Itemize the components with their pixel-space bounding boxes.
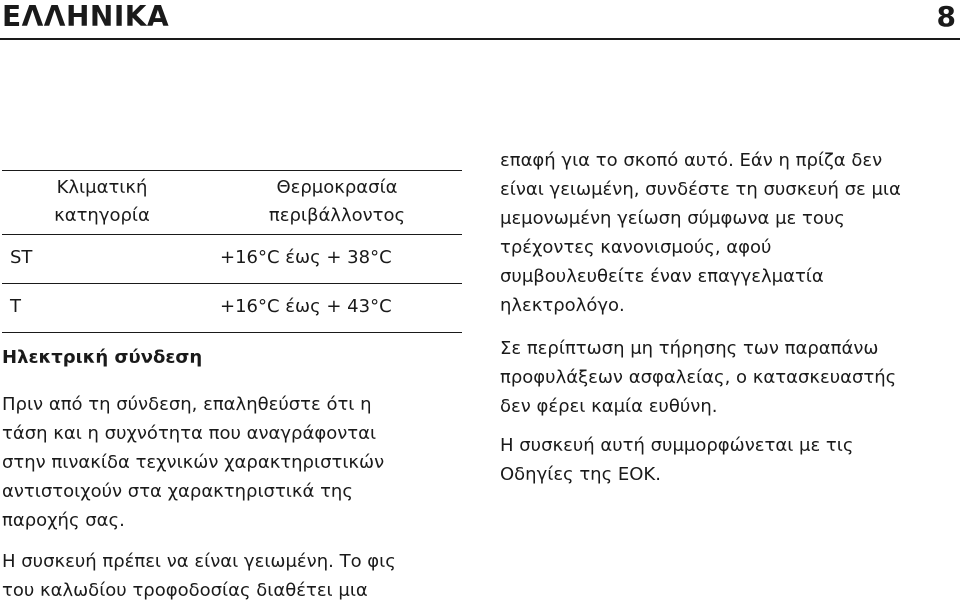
table-row bbox=[2, 235, 462, 284]
table-cell-class: ST bbox=[10, 247, 33, 268]
table-row bbox=[2, 284, 462, 333]
table-cell-class: T bbox=[10, 296, 21, 317]
page-number: 8 bbox=[936, 0, 956, 33]
language-title: ΕΛΛΗΝΙΚΑ bbox=[2, 0, 170, 33]
climate-class-table bbox=[2, 170, 462, 333]
header-rule bbox=[0, 38, 960, 40]
paragraph-eec-compliance: Η συσκευή αυτή συμμορφώνεται με τις Οδηγίες της ΕΟΚ. bbox=[500, 435, 854, 485]
paragraph-liability: Σε περίπτωση μη τήρησης των παραπάνω προφυλάξεων ασφαλείας, ο κατασκευαστής δεν φέρει καμία ευθύνη. bbox=[500, 338, 897, 417]
table-header-climate-class: Κλιματική κατηγορία bbox=[54, 177, 150, 226]
table-cell-range: +16°C έως + 43°C bbox=[220, 296, 392, 317]
table-header-row bbox=[2, 171, 462, 235]
section-heading-electrical-connection: Ηλεκτρική σύνδεση bbox=[2, 347, 203, 368]
page-header bbox=[0, 0, 960, 36]
paragraph-grounding-continued: επαφή για το σκοπό αυτό. Εάν η πρίζα δεν είναι γειωμένη, συνδέστε τη συσκευή σε μια μεμονωμένη γείωση σύμφωνα με τους τρέχοντες κανονισμούς, αφού συμβουλευθείτε έναν επαγγελματία ηλεκτρολόγο. bbox=[500, 150, 901, 316]
paragraph-grounding: Η συσκευή πρέπει να είναι γειωμένη. Το φις του καλωδίου τροφοδοσίας διαθέτει μια bbox=[2, 551, 396, 601]
paragraph-voltage-check: Πριν από τη σύνδεση, επαληθεύστε ότι η τάση και η συχνότητα που αναγράφονται στην πινακίδα τεχνικών χαρακτηριστικών αντιστοιχούν στα χαρακτηριστικά της παροχής σας. bbox=[2, 394, 385, 531]
table-header-ambient-temperature: Θερμοκρασία περιβάλλοντος bbox=[268, 177, 406, 226]
table-cell-range: +16°C έως + 38°C bbox=[220, 247, 392, 268]
